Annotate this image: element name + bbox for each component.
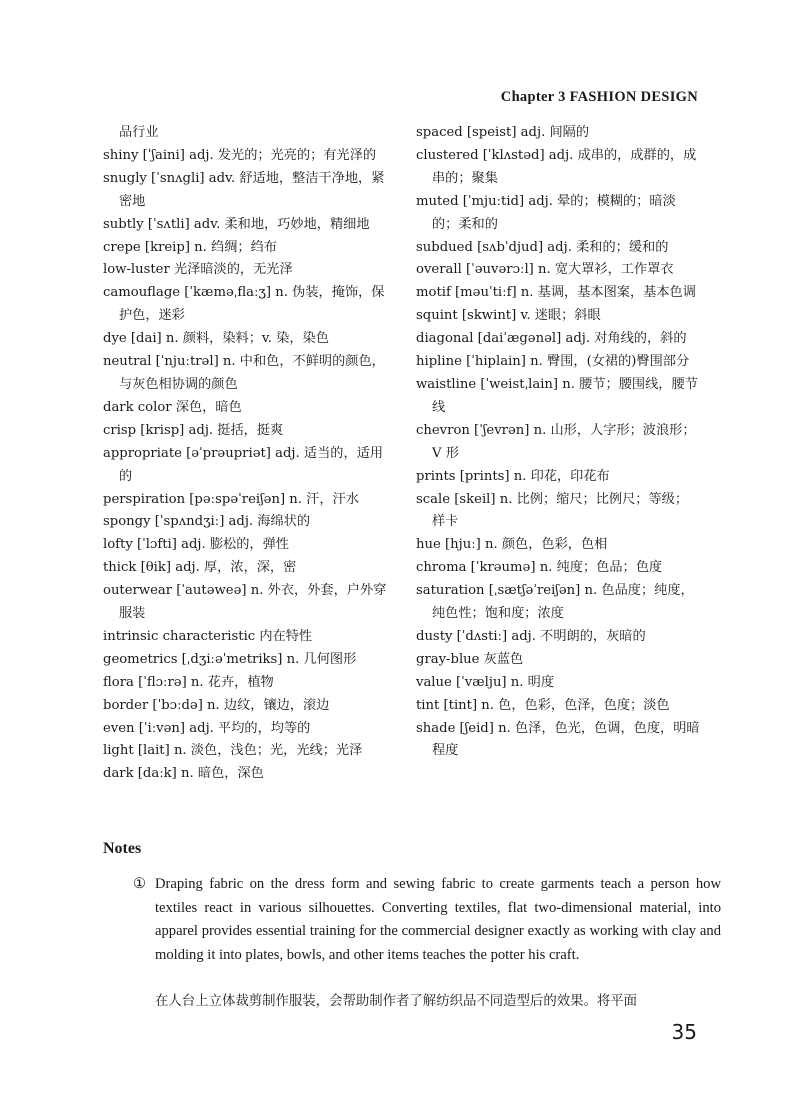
glossary-entry: subdued [sʌbˈdjud] adj. 柔和的；缓和的 — [416, 239, 669, 255]
glossary-entry: gray-blue 灰蓝色 — [416, 651, 524, 667]
glossary-entry: flora [ˈflɔːrə] n. 花卉，植物 — [103, 674, 274, 690]
note-english-text: Draping fabric on the dress form and sewing fabric to create garments teach a person how textiles react in various silhouettes. Converting textiles, flat two-dimensional material, into apparel provides essential training for the commercial designer exactly as working with clay and molding it into plates, bowls, and other items teaches the potter his craft. — [155, 876, 721, 963]
glossary-entry: lofty [ˈlɔfti] adj. 膨松的，弹性 — [103, 537, 289, 553]
glossary-entry: even [ˈiːvən] adj. 平均的，均等的 — [103, 720, 311, 736]
glossary-right-column — [416, 122, 700, 763]
glossary-entry: prints [prints] n. 印花，印花布 — [416, 468, 610, 484]
glossary-entry: squint [skwint] v. 迷眼；斜眼 — [416, 308, 601, 324]
glossary-entry: hipline [ˈhiplain] n. 臀围，(女裙的)臀围部分 — [416, 354, 690, 370]
glossary-entry: camouflage [ˈkæməˌflaːʒ] n. 伪装，掩饰，保护色，迷彩 — [103, 285, 385, 324]
glossary-entry: dark [daːk] n. 暗色，深色 — [103, 766, 264, 782]
glossary-entry: appropriate [əˈprəupriət] adj. 适当的，适用的 — [103, 445, 384, 484]
glossary-entry: 品行业 — [119, 125, 159, 140]
note-chinese: 在人台上立体裁剪制作服装，会帮助制作者了解纺织品不同造型后的效果。将平面 — [155, 994, 638, 1009]
glossary-entry: motif [məuˈtiːf] n. 基调，基本图案，基本色调 — [416, 285, 696, 301]
glossary-entry: spaced [speist] adj. 间隔的 — [416, 125, 590, 140]
page-number: 35 — [671, 1020, 697, 1044]
chapter-header: Chapter 3 FASHION DESIGN — [500, 89, 698, 105]
glossary-entry: neutral [ˈnjuːtrəl] n. 中和色，不鲜明的颜色，与灰色相协调的颜色 — [103, 354, 385, 392]
glossary-entry: shiny [ˈʃaini] adj. 发光的；光亮的；有光泽的 — [103, 147, 377, 163]
glossary-entry: muted [ˈmjuːtid] adj. 晕的；模糊的；暗淡的；柔和的 — [416, 193, 676, 232]
glossary-entry: geometrics [ˌdʒiːəˈmetriks] n. 几何图形 — [103, 651, 357, 667]
notes-heading: Notes — [103, 840, 142, 857]
glossary-entry: border [ˈbɔːdə] n. 边纹，镶边，滚边 — [103, 697, 330, 713]
glossary-entry: perspiration [pəːspəˈreiʃən] n. 汗，汗水 — [103, 491, 359, 507]
glossary-left-column — [103, 122, 393, 786]
glossary-entry: saturation [ˌsætʃəˈreiʃən] n. 色品度；纯度，纯色性；饱和度；浓度 — [416, 583, 694, 622]
glossary-entry: crisp [krisp] adj. 挺括，挺爽 — [103, 422, 284, 438]
glossary-entry: shade [ʃeid] n. 色泽，色光，色调，色度，明暗程度 — [416, 720, 700, 759]
glossary-entry: dusty [ˈdʌstiː] adj. 不明朗的，灰暗的 — [416, 628, 646, 644]
glossary-entry: intrinsic characteristic 内在特性 — [103, 628, 313, 644]
glossary-entry: light [lait] n. 淡色，浅色；光，光线；光泽 — [103, 743, 363, 759]
note-english — [133, 873, 721, 967]
glossary-entry: low-luster 光泽暗淡的，无光泽 — [103, 262, 293, 278]
glossary-entry: chroma [ˈkrəumə] n. 纯度；色品；色度 — [416, 560, 663, 576]
glossary-entry: snugly [ˈsnʌgli] adv. 舒适地，整洁干净地，紧密地 — [103, 170, 385, 209]
glossary-entry: tint [tint] n. 色，色彩，色泽，色度；淡色 — [416, 697, 670, 713]
glossary-entry: outerwear [ˈautəweə] n. 外衣，外套，户外穿服装 — [103, 583, 387, 622]
glossary-entry: waistline [ˈweistˌlain] n. 腰节；腰围线，腰节线 — [416, 376, 698, 415]
glossary-entry: diagonal [daiˈægənəl] adj. 对角线的，斜的 — [416, 331, 687, 347]
glossary-entry: hue [hjuː] n. 颜色，色彩，色相 — [416, 537, 608, 553]
glossary-entry: overall [ˈəuvərɔːl] n. 宽大罩衫，工作罩衣 — [416, 262, 674, 278]
glossary-entry: scale [skeil] n. 比例；缩尺；比例尺；等级；样卡 — [416, 491, 689, 530]
glossary-entry: crepe [kreip] n. 绉绸；绉布 — [103, 239, 277, 255]
glossary-entry: spongy [ˈspʌndʒiː] adj. 海绵状的 — [103, 514, 311, 530]
glossary-entry: value [ˈvælju] n. 明度 — [416, 674, 555, 690]
glossary-entry: dark color 深色，暗色 — [103, 399, 242, 415]
glossary-entry: thick [θik] adj. 厚，浓，深，密 — [103, 560, 297, 576]
glossary-entry: chevron [ˈʃevrən] n. 山形，人字形；波浪形；V 形 — [416, 422, 696, 461]
glossary-entry: clustered [ˈklʌstəd] adj. 成串的，成群的，成串的；聚集 — [416, 147, 697, 186]
note-marker: ① — [133, 876, 147, 892]
glossary-entry: dye [dai] n. 颜料，染料；v. 染，染色 — [103, 331, 329, 347]
glossary-entry: subtly [ˈsʌtli] adv. 柔和地，巧妙地，精细地 — [103, 216, 370, 232]
